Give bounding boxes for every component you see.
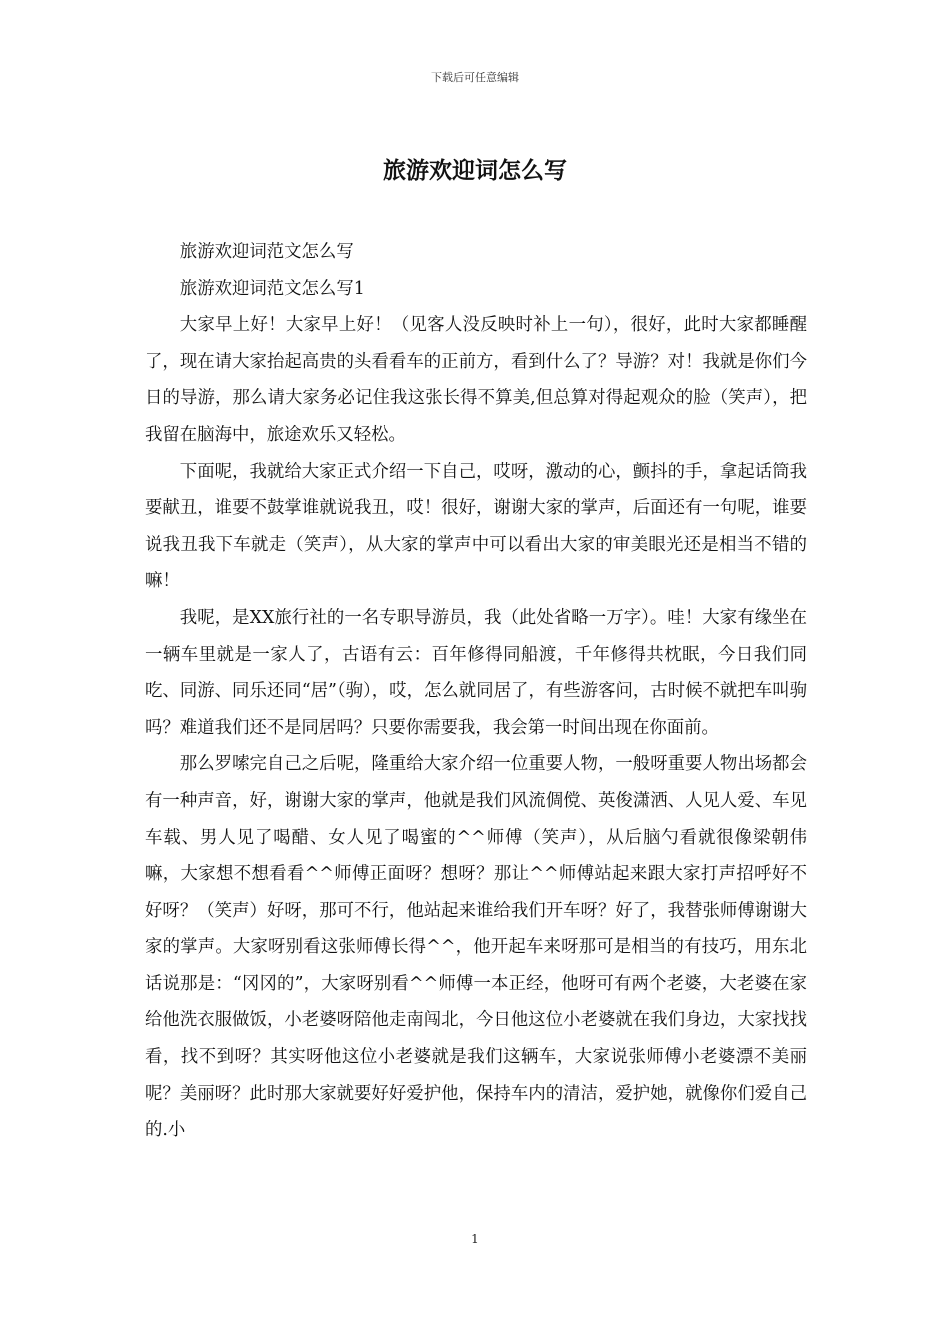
page-number: 1 [471, 1232, 479, 1246]
paragraph: 旅游欢迎词范文怎么写 [179, 242, 354, 262]
paragraph: 那么罗嗦完自己之后呢，隆重给大家介绍一位重要人物，一般呀重要人物出场都会有一种声音，好，谢谢大家的掌声，他就是我们风流倜傥、英俊潇洒、人见人爱、车见车载、男人见了喝醋、女人见了喝蜜的^^师傅（笑声），从后脑勺看就很像梁朝伟嘛，大家想不想看看^^师傅正面呀？想呀？那让^^师傅站起来跟大家打声招呼好不好呀？（笑声）好呀，那可不行，他站起来谁给我们开车呀？好了，我替张师傅谢谢大家的掌声。大家呀别看这张师傅长得^^，他开起车来呀那可是相当的有技巧，用东北话说那是：“冈冈的”，大家呀别看^^师傅一本正经，他呀可有两个老婆，大老婆在家给他洗衣服做饭，小老婆呀陪他走南闯北，今日他这位小老婆就在我们身边，大家找找看，找不到呀？其实呀他这位小老婆就是我们这辆车，大家说张师傅小老婆漂不美丽呢？美丽呀？此时那大家就要好好爱护他，保持车内的清洁，爱护她，就像你们爱自己的.小 [145, 754, 807, 1141]
paragraph: 旅游欢迎词范文怎么写1 [179, 278, 365, 299]
header-note: 下载后可任意编辑 [431, 71, 519, 84]
document-title: 旅游欢迎词怎么写 [383, 157, 567, 184]
paragraph: 我呢，是XX旅行社的一名专职导游员，我（此处省略一万字）。哇！大家有缘坐在一辆车里就是一家人了，古语有云：百年修得同船渡，千年修得共枕眠，今日我们同吃、同游、同乐还同“居”（驹），哎，怎么就同居了，有些游客问，古时候不就把车叫驹吗？难道我们还不是同居吗？只要你需要我，我会第一时间出现在你面前。 [145, 607, 807, 738]
paragraph: 大家早上好！大家早上好！（见客人没反映时补上一句），很好，此时大家都睡醒了，现在请大家抬起高贵的头看看车的正前方，看到什么了？导游？对！我就是你们今日的导游，那么请大家务必记住我这张长得不算美,但总算对得起观众的脸（笑声），把我留在脑海中，旅途欢乐又轻松。 [145, 315, 807, 445]
document-body [145, 234, 807, 1149]
paragraph: 下面呢，我就给大家正式介绍一下自己，哎呀，激动的心，颤抖的手，拿起话筒我要献丑，谁要不鼓掌谁就说我丑，哎！很好，谢谢大家的掌声，后面还有一句呢，谁要说我丑我下车就走（笑声），从大家的掌声中可以看出大家的审美眼光还是相当不错的嘛！ [145, 461, 807, 592]
